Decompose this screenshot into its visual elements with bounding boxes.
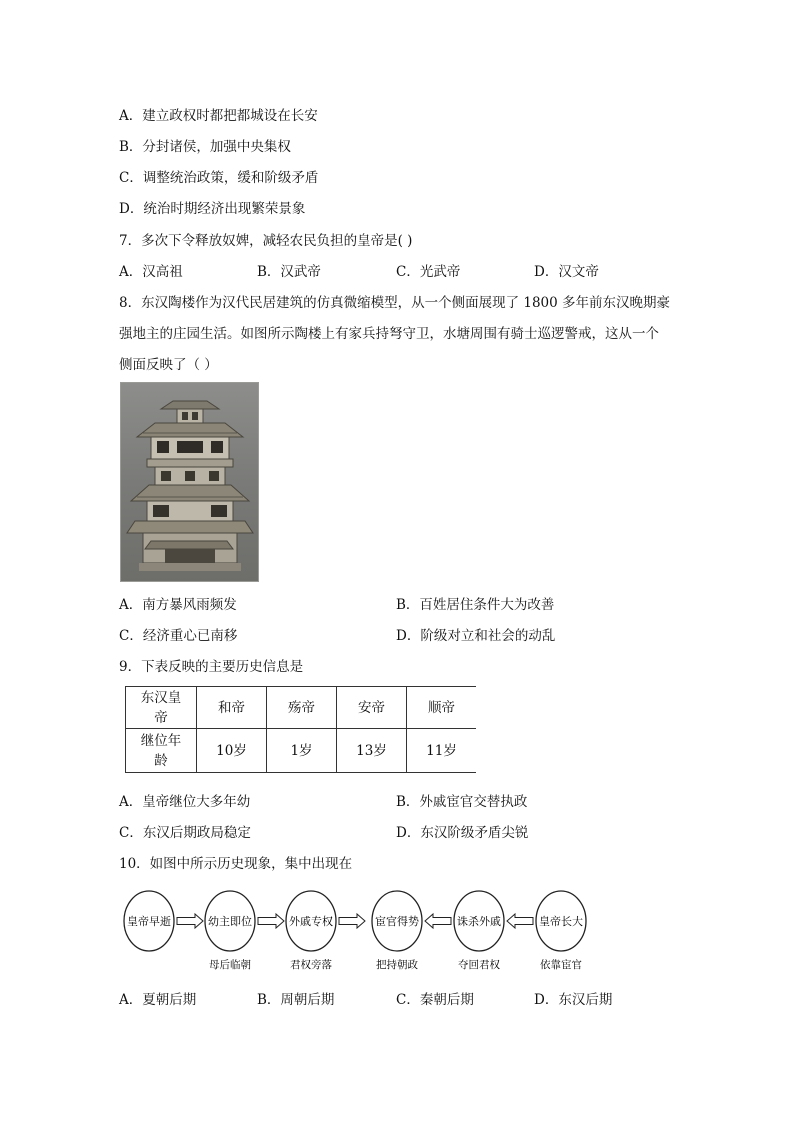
q9-stem: 9．下表反映的主要历史信息是: [119, 659, 304, 675]
q9-option-b: B．外戚宦官交替执政: [396, 794, 528, 810]
q8-stem-line2: 强地主的庄园生活。如图所示陶楼上有家兵持弩守卫，水塘周围有骑士巡逻警戒，这从一个: [119, 326, 659, 342]
age-cell: 1岁: [267, 729, 337, 773]
q10-option-c: C．秦朝后期: [396, 992, 474, 1008]
emperor-cell: 顺帝: [407, 687, 477, 729]
arrow-right-icon: [258, 914, 284, 928]
pottery-tower-photo: [120, 382, 259, 582]
arrow-left-icon: [425, 914, 451, 928]
q6-option-b: B．分封诸侯，加强中央集权: [119, 139, 291, 155]
age-cell: 11岁: [407, 729, 477, 773]
q10-option-b: B．周朝后期: [257, 992, 335, 1008]
q8-stem-line3: 侧面反映了（ ）: [119, 357, 218, 373]
emperor-cell: 安帝: [337, 687, 407, 729]
emperor-cell: 殇帝: [267, 687, 337, 729]
emperor-age-table: [125, 686, 476, 773]
age-cell: 13岁: [337, 729, 407, 773]
arrow-right-icon: [177, 914, 203, 928]
svg-text:幼主即位: 幼主即位: [208, 915, 252, 928]
arrow-left-icon: [507, 914, 533, 928]
age-row-label: [126, 729, 197, 773]
header-label-line2: 帝: [154, 709, 168, 726]
q8-option-c: C．经济重心已南移: [119, 628, 238, 644]
svg-text:外戚专权: 外戚专权: [289, 915, 333, 928]
node-emperor-early-death: [124, 891, 174, 951]
q7-option-d: D．汉文帝: [534, 264, 599, 280]
q6-option-a: A．建立政权时都把都城设在长安: [119, 108, 318, 124]
q10-stem: 10．如图中所示历史现象，集中出现在: [119, 856, 353, 872]
age-label-line1: 继位年: [140, 732, 182, 749]
q7-option-a: A．汉高祖: [119, 264, 183, 280]
svg-text:诛杀外戚: 诛杀外戚: [457, 915, 501, 928]
svg-text:皇帝早逝: 皇帝早逝: [127, 915, 171, 928]
q9-option-a: A．皇帝继位大多年幼: [119, 794, 251, 810]
emperor-cell: 和帝: [197, 687, 267, 729]
sublabel: 依靠宦官: [540, 959, 582, 971]
sublabel: 母后临朝: [209, 959, 251, 971]
node-consort-clan-power: [286, 891, 336, 951]
sublabel: 君权旁落: [290, 959, 332, 971]
q7-stem: 7．多次下令释放奴婢，减轻农民负担的皇帝是( ): [119, 233, 413, 249]
history-flow-diagram: [118, 880, 598, 972]
q8-option-d: D．阶级对立和社会的动乱: [396, 628, 556, 644]
table-header-label: [126, 687, 197, 729]
age-label-line2: 龄: [154, 752, 168, 769]
q7-option-b: B．汉武帝: [257, 264, 321, 280]
sublabel: 把持朝政: [376, 959, 418, 971]
node-eunuch-rise: [372, 891, 422, 951]
table-row: [126, 729, 477, 773]
node-emperor-grows-up: [536, 891, 586, 951]
q6-option-c: C．调整统治政策，缓和阶级矛盾: [119, 170, 319, 186]
svg-text:皇帝长大: 皇帝长大: [539, 915, 583, 928]
q8-option-a: A．南方暴风雨频发: [119, 597, 237, 613]
svg-text:宦官得势: 宦官得势: [375, 915, 419, 928]
q8-stem-line1: 8．东汉陶楼作为汉代民居建筑的仿真微缩模型，从一个侧面展现了 1800 多年前东汉晚期豪: [119, 295, 671, 311]
q9-option-c: C．东汉后期政局稳定: [119, 825, 251, 841]
sublabel: 夺回君权: [458, 959, 500, 971]
node-child-emperor: [205, 891, 255, 951]
arrow-right-icon: [339, 914, 365, 928]
q7-option-c: C．光武帝: [396, 264, 461, 280]
q10-option-d: D．东汉后期: [534, 992, 613, 1008]
header-label-line1: 东汉皇: [140, 689, 182, 706]
q9-option-d: D．东汉阶级矛盾尖锐: [396, 825, 529, 841]
node-kill-consort-clan: [454, 891, 504, 951]
q10-option-a: A．夏朝后期: [119, 992, 197, 1008]
q8-option-b: B．百姓居住条件大为改善: [396, 597, 555, 613]
pottery-tower-illustration: [121, 383, 258, 581]
age-cell: 10岁: [197, 729, 267, 773]
q6-option-d: D．统治时期经济出现繁荣景象: [119, 201, 306, 217]
table-row: [126, 687, 477, 729]
